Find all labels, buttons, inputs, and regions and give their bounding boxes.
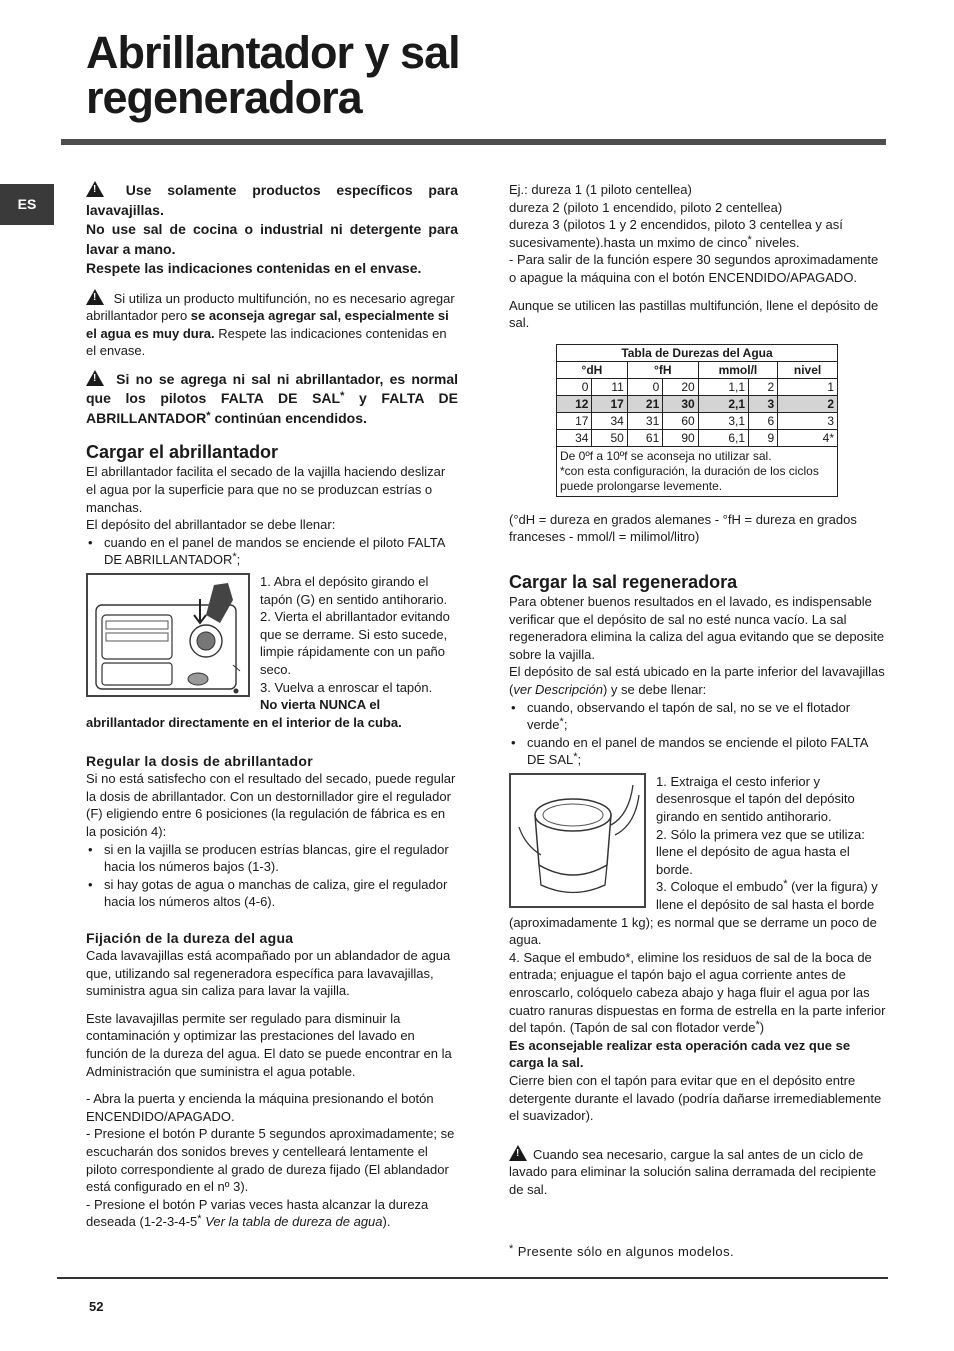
list-item: • cuando en el panel de mandos se enciende el piloto FALTA DE ABRILLANTADOR*; [86, 534, 458, 569]
example-line: dureza 2 (piloto 1 encendido, piloto 2 centellea) [509, 199, 783, 215]
step: 2. Vierta el abrillantador evitando que se derrame. Si esto sucede, limpie rápidamente con un paño seco. [260, 609, 450, 677]
warning-icon [86, 181, 104, 197]
table-header: °dH [557, 361, 628, 378]
example-line: dureza 3 (pilotos 1 y 2 encendidos, piloto 3 centellea y así sucesivamente).hasta un mximo de cinco* niveles. [509, 217, 843, 250]
salt-advice: Es aconsejable realizar esta operación cada vez que se carga la sal. [509, 1037, 851, 1071]
list-item: • si en la vajilla se producen estrías blancas, gire el regulador hacia los números bajos (1-3). [86, 841, 458, 876]
example-line: Ej.: dureza 1 (1 piloto centellea) [509, 182, 692, 197]
step: 1. Abra el depósito girando el tapón (G) en sentido antihorario. [260, 573, 448, 607]
left-column [86, 181, 458, 1231]
dispenser-drawing-icon [88, 575, 248, 695]
step: 2. Sólo la primera vez que se utiliza: llene el depósito de agua hasta el borde. [656, 826, 865, 877]
warning-products: ! Use solamente productos específicos para lavavajillas. No use sal de cocina o industrial ni detergente para lavar a mano. Respete las indicaciones contenidas en el envase. [86, 181, 458, 279]
heading-dureza-agua: Fijación de la dureza del agua [86, 930, 294, 947]
step: 3. Coloque el embudo* (ver la figura) y llene el depósito de sal hasta el borde (aproximadamente 1 kg); es normal que se derrame un poco de agua. [509, 878, 878, 948]
heading-cargar-sal: Cargar la sal regeneradora [509, 571, 738, 592]
step: 3. Vuelva a enroscar el tapón. [260, 679, 433, 695]
rinse-aid-block [86, 573, 458, 731]
warning-icon [86, 370, 104, 386]
table-row: 12 17 21 30 2,1 3 2 [557, 395, 838, 412]
paragraph: - Presione el botón P varias veces hasta alcanzar la dureza deseada (1-2-3-4-5* Ver la tabla de dureza de agua). [86, 1196, 429, 1230]
footnote: * Presente sólo en algunos modelos. [509, 1242, 734, 1259]
salt-block [509, 773, 887, 949]
paragraph: Aunque se utilicen las pastillas multifunción, llene el depósito de sal. [509, 297, 879, 331]
page-title [86, 27, 460, 123]
paragraph: Para obtener buenos resultados en el lavado, es indispensable verificar que el depósito de sal no esté nunca vacío. La sal regeneradora elimina la caliza del agua evitando que se deposite sobre la vajilla. [509, 593, 885, 662]
table-row: 17 34 31 60 3,1 6 3 [557, 412, 838, 429]
list-item: • cuando, observando el tapón de sal, no se ve el flotador verde*; [509, 699, 887, 734]
salt-container-illustration [509, 773, 646, 908]
table-row: 34 50 61 90 6,1 9 4* [557, 429, 838, 446]
paragraph: Cierre bien con el tapón para evitar que en el depósito entre detergente durante el lavado (podría dañarse irremediablemente el suavizador). [509, 1072, 882, 1124]
paragraph: Cada lavavajillas está acompañado por un ablandador de agua que, utilizando sal regeneradora específica para lavavajillas, suministra agua sin caliza para lavar la vajilla. [86, 948, 451, 999]
list-item: • si hay gotas de agua o manchas de caliza, gire el regulador hacia los números altos (4-6). [86, 876, 458, 911]
table-header: nivel [778, 361, 838, 378]
table-legend: (°dH = dureza en grados alemanes - °fH = dureza en grados franceses - mmol/l = milimol/litro) [509, 511, 857, 545]
warning-multifunction: ! Si utiliza un producto multifunción, no es necesario agregar abrillantador pero se aconseja agregar sal, especialmente si el agua es muy dura. Respete las indicaciones contenidas en el envase. [86, 289, 458, 360]
paragraph: Este lavavajillas permite ser regulado para disminuir la contaminación y optimizar las prestaciones del lavado en función de la dureza del agua. El dato se puede encontrar en la Administración que suministra el agua potable. [86, 1010, 452, 1079]
paragraph: - Abra la puerta y encienda la máquina presionando el botón ENCENDIDO/APAGADO. [86, 1091, 434, 1124]
language-tab: ES [0, 184, 54, 225]
table-note: De 0ºf a 10ºf se aconseja no utilizar sal. *con esta configuración, la duración de los ciclos puede prolongarse levemente. [557, 446, 838, 496]
warning-indicators: ! Si no se agrega ni sal ni abrillantador, es normal que los pilotos FALTA DE SAL* y FALTA DE ABRILLANTADOR* continúan encendidos. [86, 370, 458, 429]
page-number: 52 [89, 1299, 104, 1314]
heading-cargar-abrillantador: Cargar el abrillantador [86, 442, 279, 463]
paragraph: Si no está satisfecho con el resultado del secado, puede regular la dosis de abrillantador. Con un destornillador gire el regulador (F) eligiendo entre 6 posiciones (la regulación de fábrica es en la posición 4): [86, 771, 456, 840]
paragraph: El depósito de sal está ubicado en la parte inferior del lavavajillas (ver Descripción) y se debe llenar: [509, 664, 885, 697]
step: 4. Saque el embudo*, elimine los residuos de sal de la boca de entrada; enjuague el tapón bajo el agua corriente antes de enroscarlo, colóquelo cabeza abajo y haga fluir el agua por las cuatro ranuras dispuestas en forma de estrella en la parte inferior del tapón. (Tapón de sal con flotador verde*) [509, 949, 886, 1036]
footer-rule [57, 1277, 888, 1279]
table-header: mmol/l [698, 361, 777, 378]
title-line-1: Abrillantador y sal [86, 27, 460, 78]
paragraph: - Presione el botón P durante 5 segundos aproximadamente; se escucharán dos sonidos breves y centelleará lentamente el piloto correspondiente al grado de dureza fijado (El ablandador está configurado en el nº 3). [86, 1126, 455, 1195]
table-title: Tabla de Durezas del Agua [557, 344, 838, 361]
paragraph: El depósito del abrillantador se debe llenar: [86, 517, 336, 533]
warning-icon [509, 1145, 527, 1161]
step: 1. Extraiga el cesto inferior y desenrosque el tapón del depósito girando en sentido antihorario. [656, 773, 855, 825]
heading-regular-dosis: Regular la dosis de abrillantador [86, 753, 313, 770]
salt-container-drawing-icon [511, 775, 644, 906]
warning-icon [86, 289, 104, 305]
example-line: - Para salir de la función espere 30 segundos aproximadamente o apague la máquina con el botón ENCENDIDO/APAGADO. [509, 252, 879, 285]
title-line-2: regeneradora [86, 72, 362, 123]
warning-salt-cycle: !Cuando sea necesario, cargue la sal antes de un ciclo de lavado para eliminar la solución salina derramada del recipiente de sal. [509, 1145, 887, 1199]
rinse-aid-dispenser-illustration [86, 573, 250, 697]
paragraph: El abrillantador facilita el secado de la vajilla haciendo deslizar el agua por la superficie para que no se produzcan estrías o manchas. [86, 464, 446, 515]
right-column [509, 181, 887, 1260]
title-rule [61, 139, 886, 145]
list-item: • cuando en el panel de mandos se enciende el piloto FALTA DE SAL*; [509, 734, 887, 769]
table-row: 0 11 0 20 1,1 2 1 [557, 378, 838, 395]
water-hardness-table [556, 344, 838, 497]
table-header: °fH [627, 361, 698, 378]
step-warning: No vierta NUNCA el abrillantador directamente en el interior de la cuba. [86, 697, 402, 730]
